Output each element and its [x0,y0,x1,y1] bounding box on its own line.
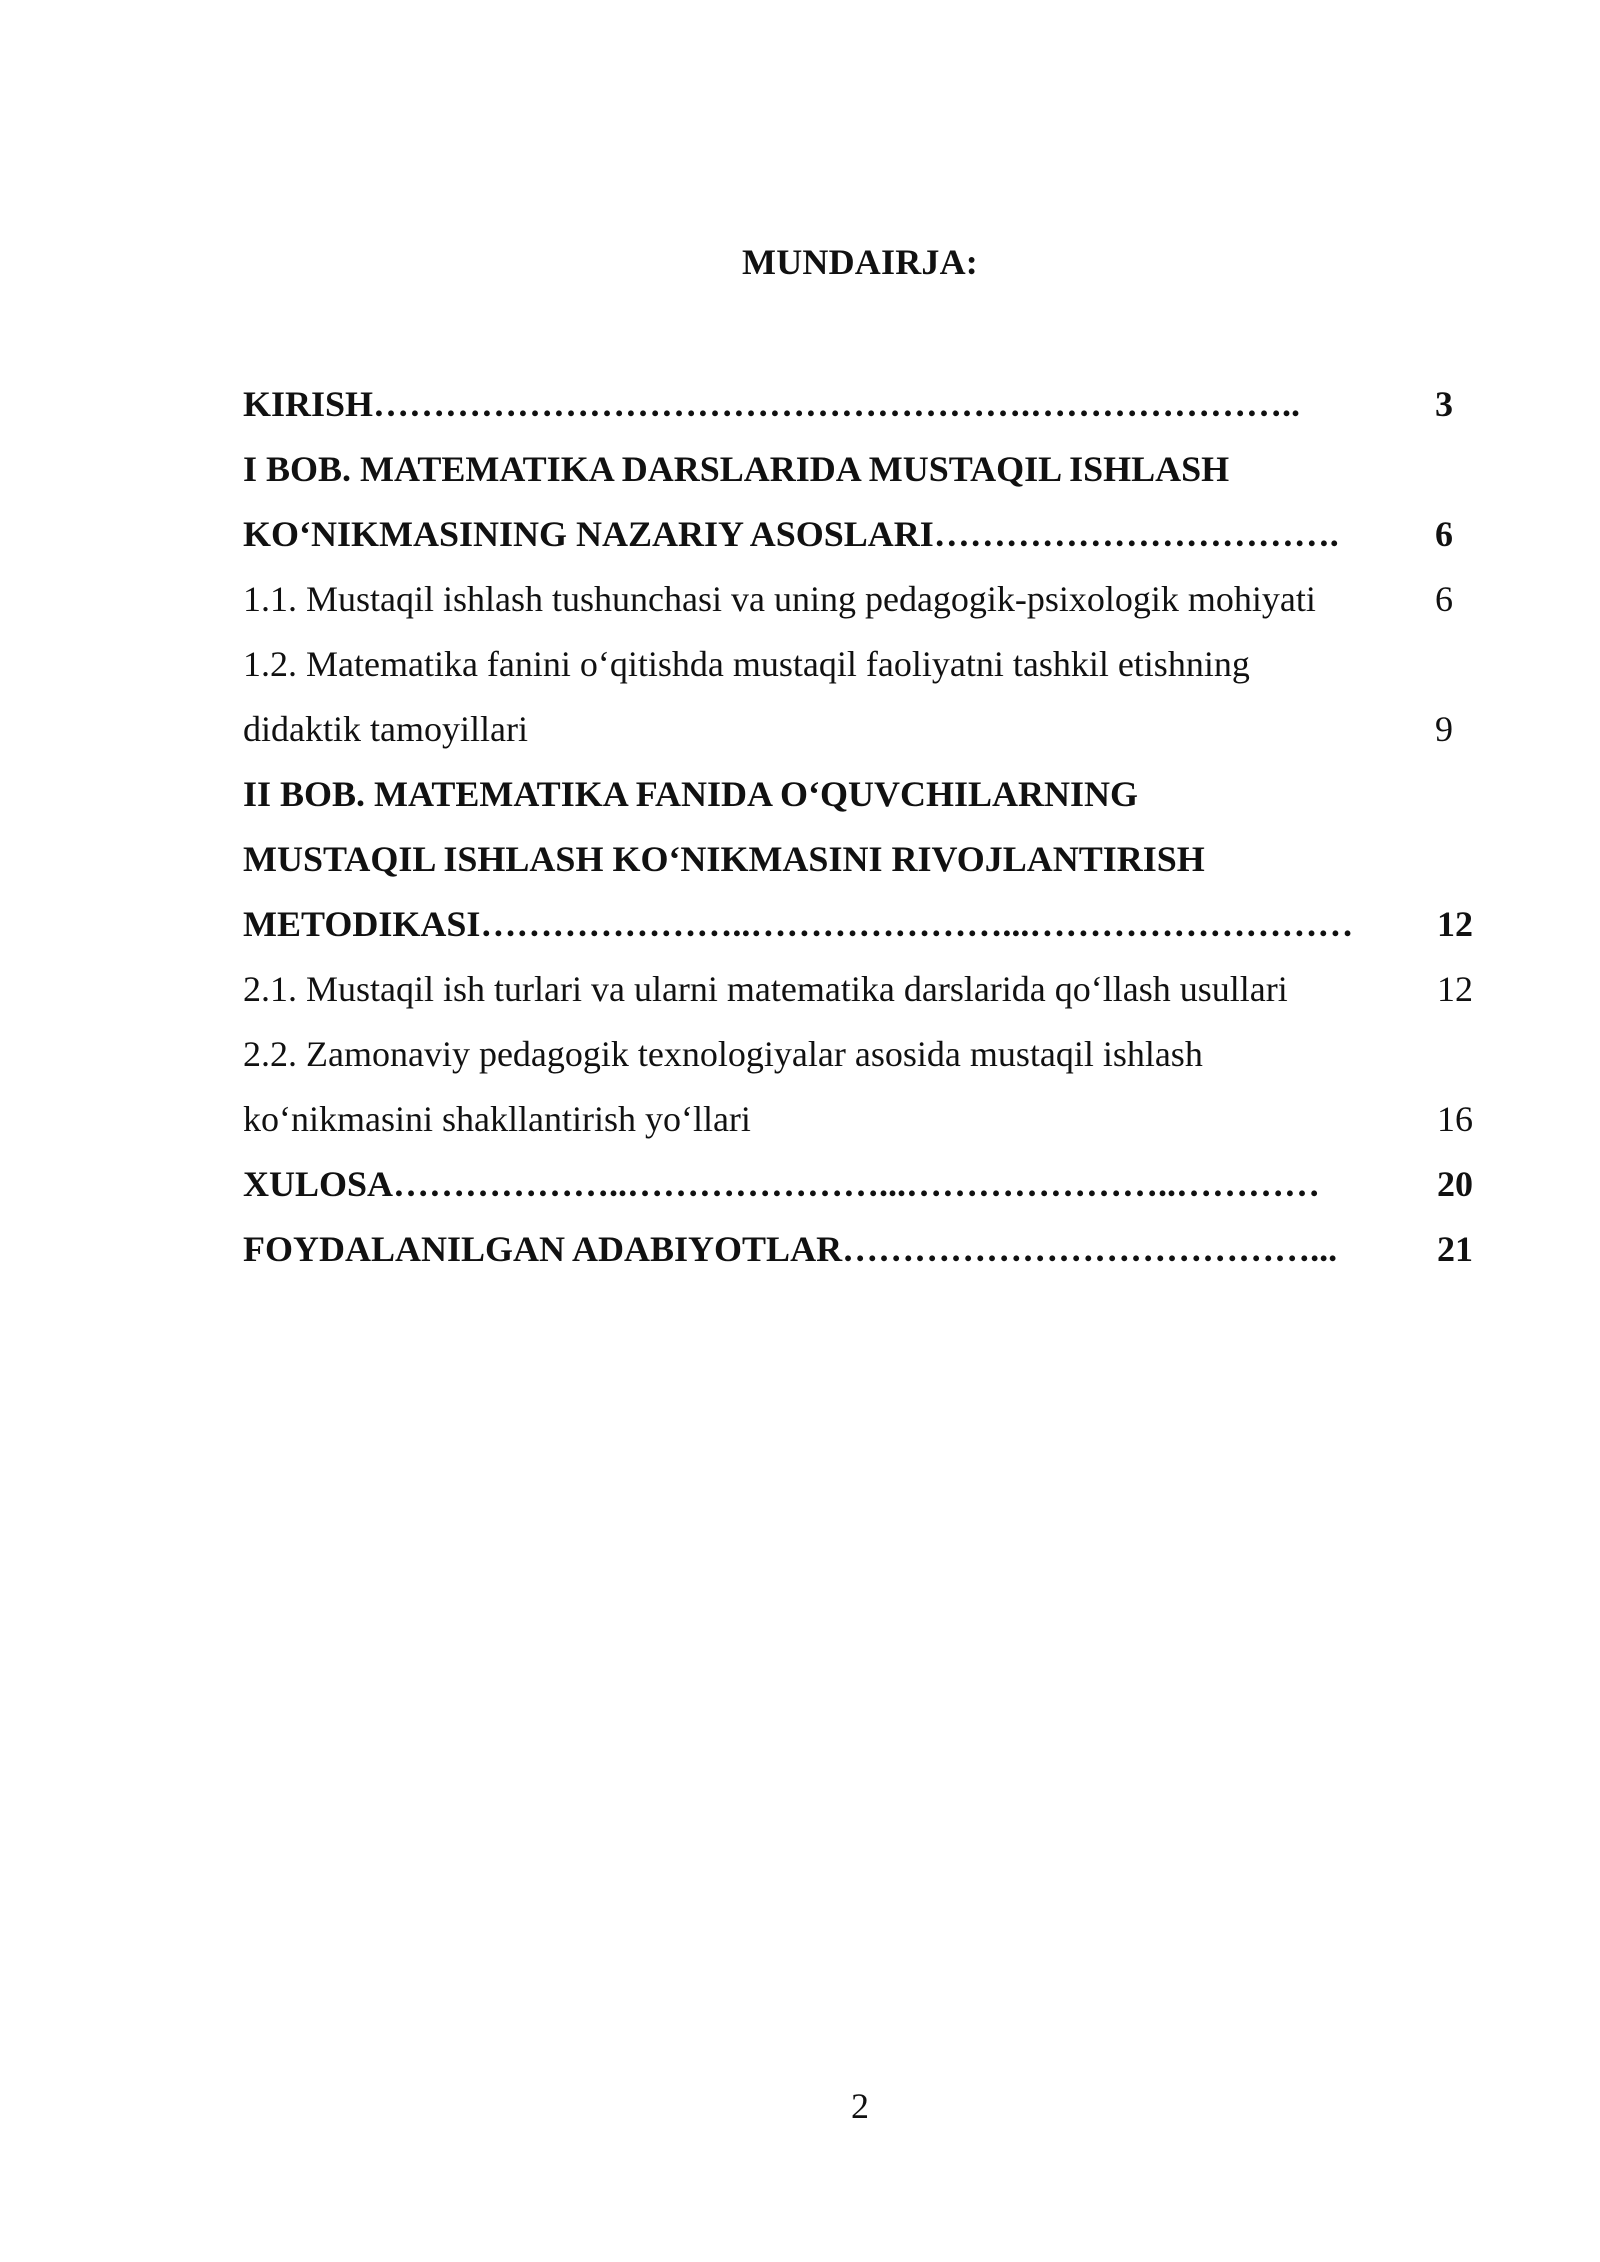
toc-entry-text: II BOB. MATEMATIKA FANIDA O‘QUVCHILARNING [243,774,1139,814]
toc-entry-text: 2.2. Zamonaviy pedagogik texnologiyalar asosida mustaqil ishlash [243,1034,1203,1074]
toc-entry-text: FOYDALANILGAN ADABIYOTLAR…………………………………... [243,1229,1338,1269]
toc-entry-xulosa [243,1152,1473,1217]
toc-entry-section-2-2-line-2 [243,1087,1473,1152]
toc-entry-text: didaktik tamoyillari [243,709,528,749]
toc-entry-page: 16 [1437,1099,1473,1139]
toc-entry-page: 6 [1435,514,1453,554]
toc-entry-chapter-1-line-2 [243,502,1473,567]
toc-entry-text: METODIKASI…………………..…………………...……………………… [243,904,1354,944]
toc-entry-page: 9 [1435,709,1453,749]
toc-entry-text: MUSTAQIL ISHLASH KO‘NIKMASINI RIVOJLANTIRISH [243,839,1205,879]
toc-entry-text: 1.1. Mustaqil ishlash tushunchasi va uning pedagogik-psixologik mohiyati [243,579,1316,619]
toc-entry-chapter-1-line-1 [243,437,1473,502]
toc-entry-chapter-2-line-1 [243,762,1473,827]
toc-entry-section-2-2-line-1 [243,1022,1473,1087]
toc-entry-text: 1.2. Matematika fanini o‘qitishda mustaqil faoliyatni tashkil etishning [243,644,1250,684]
toc-entry-page: 6 [1435,579,1453,619]
toc-entry-kirish [243,372,1473,437]
toc-entry-text: 2.1. Mustaqil ish turlari va ularni matematika darslarida qo‘llash usullari [243,969,1288,1009]
toc-entry-page: 12 [1437,904,1473,944]
toc-entry-page: 21 [1437,1229,1473,1269]
toc-entry-text: KIRISH……………………………………………….………………….. [243,384,1301,424]
toc-entry-section-1-2-line-1 [243,632,1473,697]
toc-entry-text: XULOSA………………..…………………...…………………..………… [243,1164,1321,1204]
toc-entry-bibliography [243,1217,1473,1282]
toc-entry-chapter-2-line-3 [243,892,1473,957]
toc-entry-page: 3 [1435,384,1453,424]
toc-entry-section-2-1 [243,957,1473,1022]
page-number: 2 [851,2086,869,2126]
toc-entry-section-1-1 [243,567,1473,632]
toc-entry-text: I BOB. MATEMATIKA DARSLARIDA MUSTAQIL ISHLASH [243,449,1230,489]
toc-entry-section-1-2-line-2 [243,697,1473,762]
toc-entry-text: ko‘nikmasini shakllantirish yo‘llari [243,1099,751,1139]
toc-entry-chapter-2-line-2 [243,827,1473,892]
table-of-contents [243,372,1473,1282]
page-title: MUNDAIRJA: [742,242,978,282]
toc-entry-page: 12 [1437,969,1473,1009]
toc-entry-text: KO‘NIKMASINING NAZARIY ASOSLARI……………………………. [243,514,1339,554]
toc-entry-page: 20 [1437,1164,1473,1204]
